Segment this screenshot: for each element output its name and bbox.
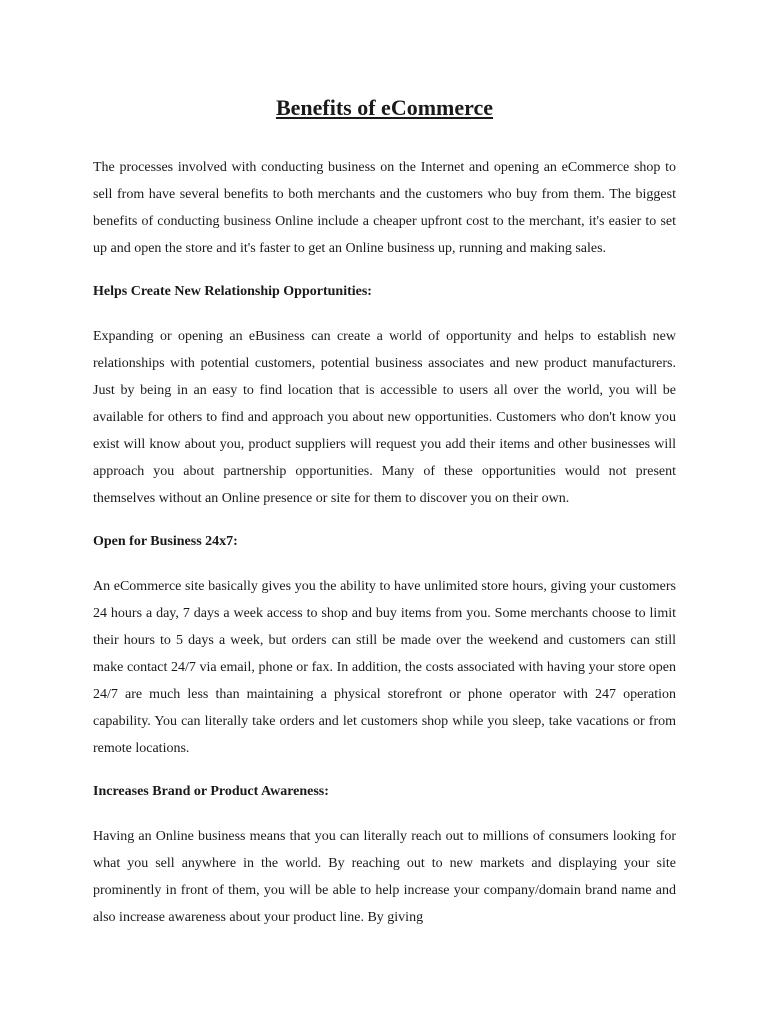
document-title: Benefits of eCommerce xyxy=(275,95,494,120)
section-body-brand-awareness: Having an Online business means that you can literally reach out to millions of consumers looking for what you sell anywhere in the world. By reaching out to new markets and displaying your site prominently in front of them, you will be able to help increase your company/domain brand name and also increase awareness about your product line. By giving xyxy=(93,829,676,925)
section-heading-brand-awareness: Increases Brand or Product Awareness: xyxy=(93,784,329,799)
section-body-24x7: An eCommerce site basically gives you the ability to have unlimited store hours, giving your customers 24 hours a day, 7 days a week access to shop and buy items from you. Some merchants choose to limit their hours to 5 days a week, but orders can still be made over the weekend and customers can still make contact 24/7 via email, phone or fax. In addition, the costs associated with having your store open 24/7 are much less than maintaining a physical storefront or phone operator with 247 operation capability. You can literally take orders and let customers shop while you sleep, take vacations or from remote locations. xyxy=(93,579,676,756)
document-content xyxy=(93,94,676,948)
section-heading-relationships: Helps Create New Relationship Opportunities: xyxy=(93,284,372,299)
intro-paragraph: The processes involved with conducting business on the Internet and opening an eCommerce shop to sell from have several benefits to both merchants and the customers who buy from them. The biggest benefits of conducting business Online include a cheaper upfront cost to the merchant, it's easier to set up and open the store and it's faster to get an Online business up, running and making sales. xyxy=(93,160,676,256)
section-body-relationships: Expanding or opening an eBusiness can create a world of opportunity and helps to establish new relationships with potential customers, potential business associates and new product manufacturers. Just by being in an easy to find location that is accessible to users all over the world, you will be available for others to find and approach you about new opportunities. Customers who don't know you exist will know about you, product suppliers will request you add their items and other businesses will approach you about partnership opportunities. Many of these opportunities would not present themselves without an Online presence or site for them to discover you on their own. xyxy=(93,329,676,506)
section-heading-24x7: Open for Business 24x7: xyxy=(93,534,238,549)
